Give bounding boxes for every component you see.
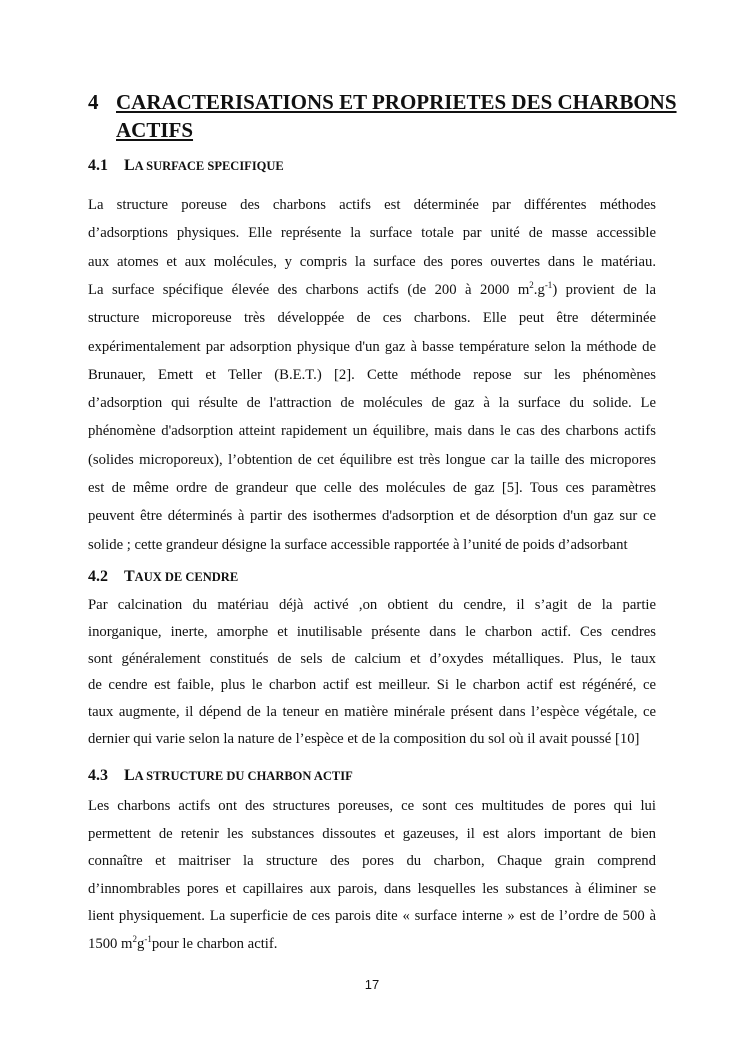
text-run: expérimentalement par adsorption physique d'un gaz à basse température selon la méthode de [88, 338, 656, 355]
text-run: connaître et maitriser la structure des pores du charbon, Chaque grain comprend [88, 853, 656, 870]
paragraph-line [88, 623, 656, 641]
chapter-title-line1: CARACTERISATIONS ET PROPRIETES DES CHARBONS [116, 90, 677, 114]
paragraph-line [88, 224, 656, 242]
paragraph-line [88, 880, 656, 898]
section-title: LA SURFACE SPECIFIQUE [124, 157, 284, 174]
text-run: peuvent être déterminés à partir des isothermes d'adsorption et de désorption d'un gaz sur ce [88, 508, 656, 525]
text-run: Les charbons actifs ont des structures poreuses, ce sont ces multitudes de pores qui lui [88, 798, 656, 814]
text-run: .g [533, 281, 545, 298]
text-run: La structure poreuse des charbons actifs est déterminée par différentes méthodes [88, 197, 656, 213]
paragraph-line [88, 935, 656, 953]
text-run: ) provient de la [552, 281, 656, 298]
section-title: LA STRUCTURE DU CHARBON ACTIF [124, 767, 353, 784]
section-heading [88, 156, 284, 176]
paragraph-line [88, 338, 656, 356]
chapter-title-line2: ACTIFS [116, 118, 194, 142]
paragraph-line [88, 422, 656, 440]
paragraph-line [88, 507, 656, 525]
text-run: dernier qui varie selon la nature de l’espèce et de la composition du sol où il avait poussé [10] [88, 731, 640, 747]
superscript: -1 [144, 934, 152, 944]
paragraph-line [88, 907, 656, 925]
paragraph-line [88, 676, 656, 694]
paragraph-line [88, 650, 656, 668]
paragraph-line [88, 479, 656, 497]
superscript: 2 [132, 934, 137, 944]
paragraph-line [88, 309, 656, 327]
paragraph-line [88, 196, 656, 214]
superscript: -1 [544, 279, 553, 290]
paragraph-line [88, 596, 656, 614]
paragraph-line [88, 730, 656, 748]
text-run: aux atomes et aux molécules, y compris la surface des pores ouvertes dans le matériau. [88, 253, 656, 270]
chapter-number: 4 [88, 90, 99, 114]
text-run: Brunauer, Emett et Teller (B.E.T.) [2]. Cette méthode repose sur les phénomènes [88, 366, 656, 383]
text-run: 1500 m [88, 936, 133, 952]
page-number: 17 [364, 977, 380, 992]
paragraph-line [88, 394, 656, 412]
text-run: permettent de retenir les substances dissoutes et gazeuses, il est alors important de bien [88, 825, 656, 842]
text-run: g [136, 936, 145, 952]
text-run: Par calcination du matériau déjà activé ,on obtient du cendre, il s’agit de la partie [88, 597, 656, 613]
paragraph-line [88, 797, 656, 815]
section-title: TAUX DE CENDRE [124, 568, 239, 585]
paragraph-line [88, 281, 656, 299]
text-run: (solides microporeux), l’obtention de cet équilibre est très longue car la taille des micropores [88, 451, 656, 468]
section-heading [88, 766, 353, 786]
superscript: 2 [529, 279, 534, 290]
paragraph-line [88, 451, 656, 469]
paragraph-line [88, 536, 656, 554]
section-heading [88, 567, 239, 587]
text-run: de cendre est faible, plus le charbon actif est meilleur. Si le charbon actif est régénéré, ce [88, 677, 656, 694]
text-run: lient physiquement. La superficie de ces parois dite « surface interne » est de l’ordre de 500 à [88, 908, 656, 925]
text-run: sont généralement constitués de sels de calcium et d’oxydes métalliques. Plus, le taux [88, 650, 656, 667]
text-run: structure microporeuse très développée de ces charbons. Elle peut être déterminée [88, 310, 656, 327]
text-run: solide ; cette grandeur désigne la surface accessible rapportée à l’unité de poids d’adsorbant [88, 536, 628, 553]
section-number: 4.2 [88, 568, 108, 585]
text-run: d’innombrables pores et capillaires aux parois, dans lesquelles les substances à éliminer se [88, 880, 656, 897]
text-run: d’adsorptions physiques. Elle représente la surface totale par unité de masse accessible [88, 225, 656, 242]
text-run: d’adsorption qui résulte de l'attraction de molécules de gaz à la surface du solide. Le [88, 395, 656, 412]
text-run: La surface spécifique élevée des charbons actifs (de 200 à 2000 m [88, 281, 530, 298]
section-number: 4.3 [88, 767, 108, 784]
paragraph-line [88, 253, 656, 271]
text-run: inorganique, inerte, amorphe et inutilisable présente dans le charbon actif. Ces cendres [88, 623, 656, 640]
text-run: phénomène d'adsorption atteint rapidement un équilibre, mais dans le cas des charbons actifs [88, 423, 656, 440]
paragraph-line [88, 703, 656, 721]
paragraph-line [88, 366, 656, 384]
text-run: taux augmente, il dépend de la teneur en matière minérale présent dans l’espèce végétale, ce [88, 704, 656, 721]
text-run: est de même ordre de grandeur que celle des molécules de gaz [5]. Tous ces paramètres [88, 480, 656, 496]
text-run: pour le charbon actif. [151, 936, 278, 952]
section-number: 4.1 [88, 157, 108, 174]
paragraph-line [88, 852, 656, 870]
paragraph-line [88, 825, 656, 843]
